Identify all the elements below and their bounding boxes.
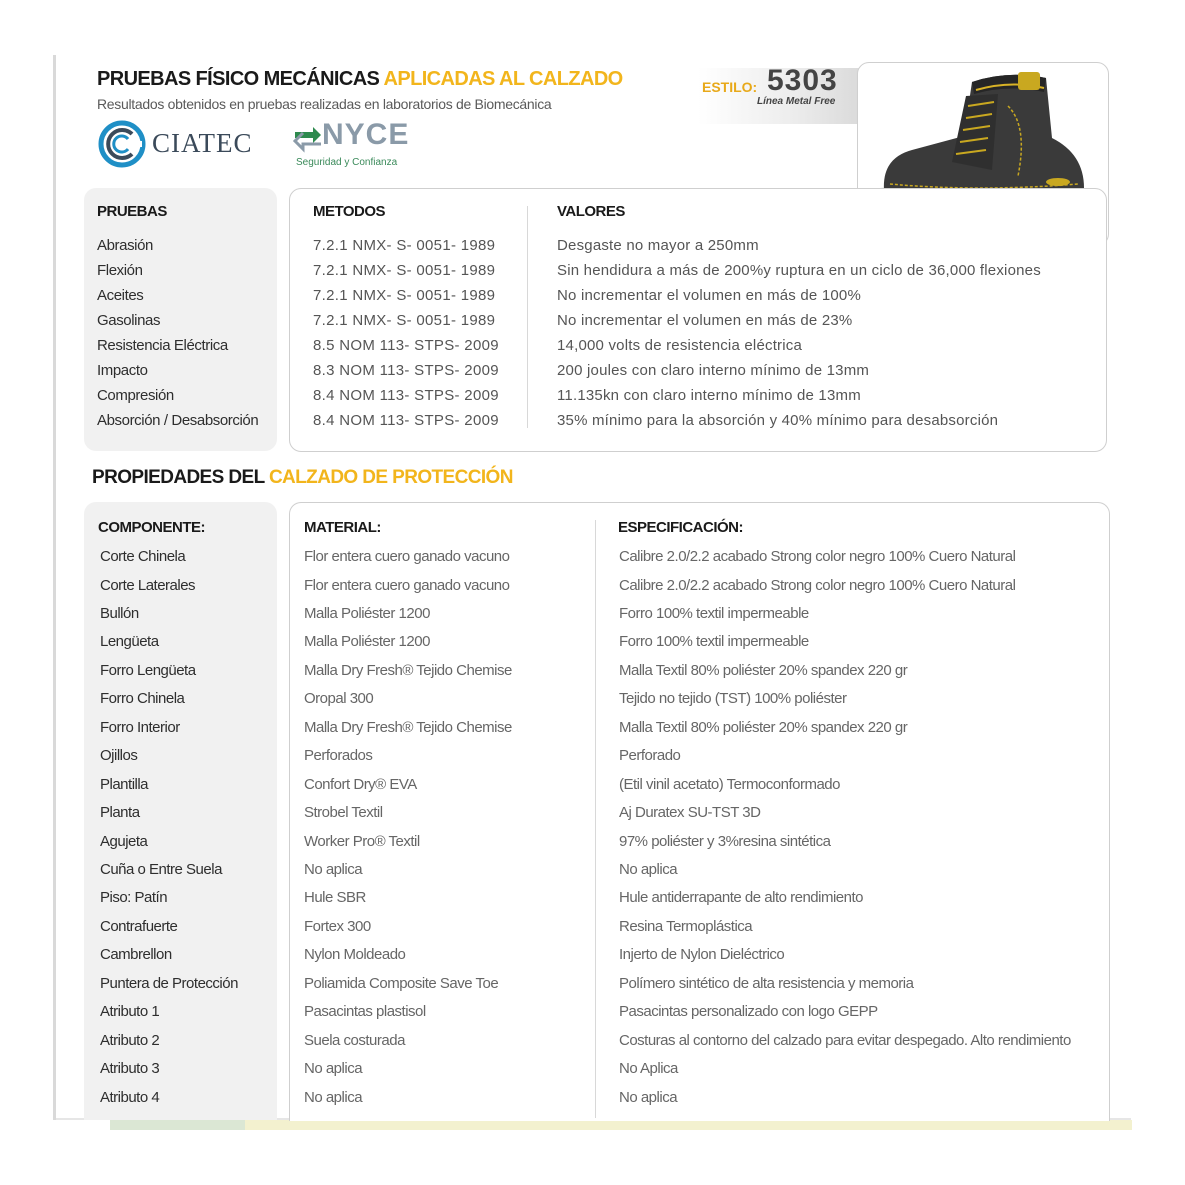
component-spec: Injerto de Nylon Dieléctrico <box>619 946 785 963</box>
left-border <box>53 55 56 1120</box>
title-highlight: APLICADAS AL CALZADO <box>383 68 623 90</box>
component-spec: Malla Textil 80% poliéster 20% spandex 220 gr <box>619 719 908 736</box>
component-name: Puntera de Protección <box>100 975 238 992</box>
component-spec: No aplica <box>619 861 678 878</box>
component-name: Cuña o Entre Suela <box>100 861 222 878</box>
component-spec: Costuras al contorno del calzado para evitar despegado. Alto rendimiento <box>619 1032 1071 1049</box>
component-name: Bullón <box>100 605 139 622</box>
component-name: Plantilla <box>100 776 149 793</box>
ciatec-logo-icon <box>98 120 146 168</box>
component-material: Flor entera cuero ganado vacuno <box>304 577 510 594</box>
test-value: 14,000 volts de resistencia eléctrica <box>557 337 803 354</box>
test-method: 7.2.1 NMX- S- 0051- 1989 <box>313 312 496 329</box>
test-name: Absorción / Desabsorción <box>97 412 259 429</box>
test-method: 7.2.1 NMX- S- 0051- 1989 <box>313 287 496 304</box>
component-spec: Pasacintas personalizado con logo GEPP <box>619 1003 878 1020</box>
component-spec: Resina Termoplástica <box>619 918 753 935</box>
component-name: Ojillos <box>100 747 138 764</box>
component-name: Contrafuerte <box>100 918 178 935</box>
component-material: Oropal 300 <box>304 690 374 707</box>
component-name: Atributo 3 <box>100 1060 160 1077</box>
component-spec: 97% poliéster y 3%resina sintética <box>619 833 831 850</box>
component-material: Pasacintas plastisol <box>304 1003 426 1020</box>
test-value: No incrementar el volumen en más de 100% <box>557 287 861 304</box>
component-spec: Calibre 2.0/2.2 acabado Strong color negro 100% Cuero Natural <box>619 577 1016 594</box>
component-name: Planta <box>100 804 140 821</box>
component-name: Atributo 2 <box>100 1032 160 1049</box>
nyce-logo-text: NYCE <box>322 118 410 151</box>
test-name: Flexión <box>97 262 143 279</box>
test-name: Gasolinas <box>97 312 161 329</box>
bottom-band-accent <box>110 1120 245 1130</box>
test-value: 200 joules con claro interno mínimo de 13mm <box>557 362 870 379</box>
component-name: Cambrellon <box>100 946 172 963</box>
test-name: Aceites <box>97 287 144 304</box>
component-name: Atributo 4 <box>100 1089 160 1106</box>
component-material: Worker Pro® Textil <box>304 833 420 850</box>
test-value: No incrementar el volumen en más de 23% <box>557 312 853 329</box>
component-material: Hule SBR <box>304 889 366 906</box>
ciatec-logo-text: CIATEC <box>152 128 253 158</box>
component-material: Nylon Moldeado <box>304 946 406 963</box>
component-material: No aplica <box>304 1089 363 1106</box>
component-material: No aplica <box>304 1060 363 1077</box>
component-name: Agujeta <box>100 833 148 850</box>
component-spec: Perforado <box>619 747 681 764</box>
component-material: Malla Dry Fresh® Tejido Chemise <box>304 662 512 679</box>
component-spec: (Etil vinil acetato) Termoconformado <box>619 776 840 793</box>
component-material: Malla Poliéster 1200 <box>304 605 430 622</box>
component-material: Fortex 300 <box>304 918 371 935</box>
test-name: Impacto <box>97 362 148 379</box>
test-method: 8.4 NOM 113- STPS- 2009 <box>313 412 499 429</box>
component-material: Strobel Textil <box>304 804 383 821</box>
component-name: Atributo 1 <box>100 1003 160 1020</box>
test-name: Abrasión <box>97 237 154 254</box>
props-header-material: MATERIAL: <box>304 519 381 536</box>
component-material: Poliamida Composite Save Toe <box>304 975 499 992</box>
test-method: 7.2.1 NMX- S- 0051- 1989 <box>313 262 496 279</box>
properties-title-highlight: CALZADO DE PROTECCIÓN <box>268 467 513 488</box>
component-material: Flor entera cuero ganado vacuno <box>304 548 510 565</box>
component-spec: No Aplica <box>619 1060 678 1077</box>
test-value: 35% mínimo para la absorción y 40% mínimo para desabsorción <box>557 412 999 429</box>
component-spec: Tejido no tejido (TST) 100% poliéster <box>619 690 847 707</box>
tests-header-metodos: METODOS <box>313 203 386 220</box>
component-name: Corte Laterales <box>100 577 196 594</box>
nyce-tagline: Seguridad y Confianza <box>296 157 398 168</box>
test-name: Compresión <box>97 387 174 404</box>
component-spec: Forro 100% textil impermeable <box>619 633 809 650</box>
test-value: 11.135kn con claro interno mínimo de 13mm <box>557 387 861 404</box>
component-spec: Aj Duratex SU-TST 3D <box>619 804 761 821</box>
component-spec: Calibre 2.0/2.2 acabado Strong color negro 100% Cuero Natural <box>619 548 1016 565</box>
component-spec: Forro 100% textil impermeable <box>619 605 809 622</box>
component-material: Suela costurada <box>304 1032 405 1049</box>
style-label: ESTILO: <box>702 79 758 95</box>
component-material: Malla Dry Fresh® Tejido Chemise <box>304 719 512 736</box>
component-name: Piso: Patín <box>100 889 168 906</box>
component-spec: Malla Textil 80% poliéster 20% spandex 220 gr <box>619 662 908 679</box>
component-material: Confort Dry® EVA <box>304 776 417 793</box>
bottom-band <box>110 1120 1132 1130</box>
properties-divider <box>595 520 596 1118</box>
component-material: Perforados <box>304 747 373 764</box>
tests-header-valores: VALORES <box>557 203 625 220</box>
style-line: Línea Metal Free <box>757 96 836 107</box>
test-value: Sin hendidura a más de 200%y ruptura en un ciclo de 36,000 flexiones <box>557 262 1041 279</box>
test-method: 7.2.1 NMX- S- 0051- 1989 <box>313 237 496 254</box>
component-material: Malla Poliéster 1200 <box>304 633 430 650</box>
props-header-especificacion: ESPECIFICACIÓN: <box>618 519 744 536</box>
component-name: Forro Lengüeta <box>100 662 196 679</box>
page-subtitle: Resultados obtenidos en pruebas realizadas en laboratorios de Biomecánica <box>97 96 552 112</box>
component-material: No aplica <box>304 861 363 878</box>
tests-header-pruebas: PRUEBAS <box>97 203 167 220</box>
tests-divider <box>527 206 528 428</box>
test-method: 8.4 NOM 113- STPS- 2009 <box>313 387 499 404</box>
style-number: 5303 <box>767 64 838 97</box>
properties-title-main: PROPIEDADES DEL <box>92 467 265 488</box>
page-title <box>97 68 623 91</box>
component-spec: Polímero sintético de alta resistencia y memoria <box>619 975 914 992</box>
component-name: Forro Chinela <box>100 690 185 707</box>
title-main: PRUEBAS FÍSICO MECÁNICAS <box>97 68 380 90</box>
component-name: Corte Chinela <box>100 548 186 565</box>
props-header-componente: COMPONENTE: <box>98 519 205 536</box>
component-name: Forro Interior <box>100 719 180 736</box>
test-name: Resistencia Eléctrica <box>97 337 228 354</box>
test-method: 8.3 NOM 113- STPS- 2009 <box>313 362 499 379</box>
component-spec: Hule antiderrapante de alto rendimiento <box>619 889 864 906</box>
component-spec: No aplica <box>619 1089 678 1106</box>
properties-title <box>92 467 513 489</box>
test-value: Desgaste no mayor a 250mm <box>557 237 759 254</box>
test-method: 8.5 NOM 113- STPS- 2009 <box>313 337 499 354</box>
component-name: Lengüeta <box>100 633 159 650</box>
